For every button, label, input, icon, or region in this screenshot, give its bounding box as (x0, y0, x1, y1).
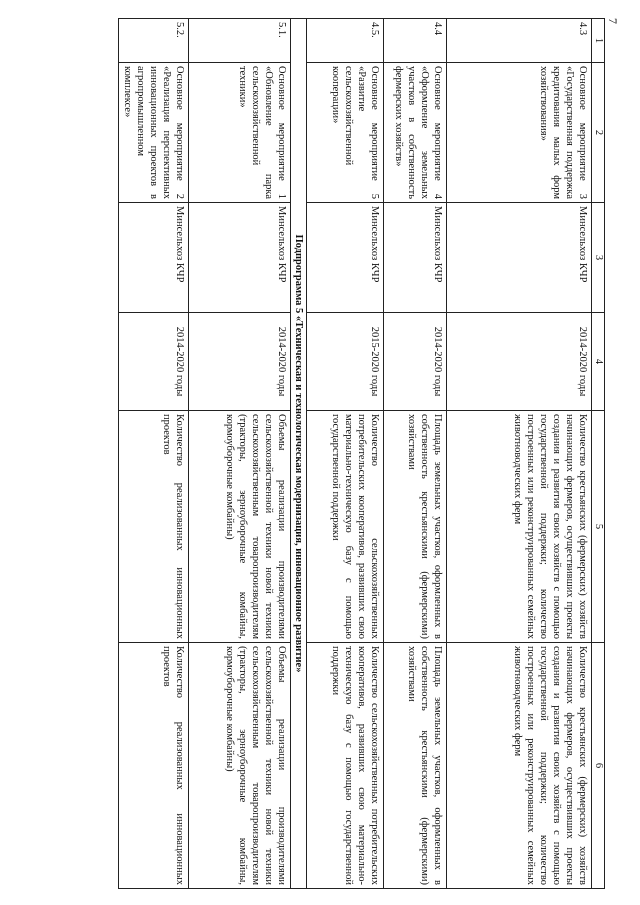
measure-name: Основное мероприятие 3 «Государственная поддержка кредитования малых форм хозяйствования» (447, 63, 592, 203)
indicator-col6: Количество крестьянских (фермерских) хозяйств начинающих фермеров, осуществивших проекты создания и развития своих хозяйств с помощью государственной поддержки; количество построенных или реконструированных семейных животноводческих ферм (447, 643, 592, 889)
page-number: 7 (606, 18, 620, 24)
indicator-col6: Количество реализованных инновационных проектов (119, 643, 189, 889)
executor: Минсельхоз КЧР (384, 203, 447, 313)
period: 2015-2020 годы (307, 313, 384, 411)
measure-name: Основное мероприятие 5 «Развитие сельскохозяйственной кооперации» (307, 63, 384, 203)
row-number: 5.2. (119, 19, 189, 63)
table-row (447, 19, 592, 889)
program-measures-table (118, 18, 605, 889)
indicator-col6: Объемы реализации производителями сельскохозяйственной техники новой техники сельскохозяйственным товаропроизводителям (тракторы, зерноуборочные комбайны, кормоуборочные комбайны) (189, 643, 291, 889)
measure-name: Основное мероприятие 4 «Оформление земельных участков в собственность фермерских хозяйств» (384, 63, 447, 203)
table-row (307, 19, 384, 889)
column-header: 5 (592, 411, 605, 643)
table-header-row (592, 19, 605, 889)
table-row (384, 19, 447, 889)
executor: Минсельхоз КЧР (307, 203, 384, 313)
column-header: 2 (592, 63, 605, 203)
period: 2014-2020 годы (189, 313, 291, 411)
column-header: 6 (592, 643, 605, 889)
period: 2014-2020 годы (384, 313, 447, 411)
executor: Минсельхоз КЧР (447, 203, 592, 313)
row-number: 4.3 (447, 19, 592, 63)
indicator-col5: Площадь земельных участков, оформленных в собственность крестьянскими (фермерскими) хозяйствами (384, 411, 447, 643)
executor: Минсельхоз КЧР (119, 203, 189, 313)
measure-name: Основное мероприятие 1 «Обновление парка сельскохозяйственной техники» (189, 63, 291, 203)
row-number: 4.5. (307, 19, 384, 63)
period: 2014-2020 годы (119, 313, 189, 411)
table-row (189, 19, 291, 889)
column-header: 3 (592, 203, 605, 313)
rotated-page (49, 18, 605, 888)
column-header: 1 (592, 19, 605, 63)
period: 2014-2020 годы (447, 313, 592, 411)
subprogram-title: Подпрограмма 5 «Техническая и технологическая модернизация, инновационное развитие» (291, 19, 307, 889)
indicator-col6: Площадь земельных участков, оформленных в собственность крестьянскими (фермерскими) хозяйствами (384, 643, 447, 889)
subprogram-row (291, 19, 307, 889)
row-number: 5.1. (189, 19, 291, 63)
table-row (119, 19, 189, 889)
column-header: 4 (592, 313, 605, 411)
indicator-col5: Объемы реализации производителями сельскохозяйственной техники новой техники сельскохозяйственным товаропроизводителям (тракторы, зерноуборочные комбайны, кормоуборочные комбайны) (189, 411, 291, 643)
indicator-col5: Количество сельскохозяйственных потребительских кооперативов, развивших свою материально-техническую базу с помощью государственной поддержки (307, 411, 384, 643)
indicator-col5: Количество крестьянских (фермерских) хозяйств начинающих фермеров, осуществивших проекты создания и развития своих хозяйств с помощью государственной поддержки; количество построенных или реконструированных семейных животноводческих ферм (447, 411, 592, 643)
row-number: 4.4 (384, 19, 447, 63)
indicator-col6: Количество сельскохозяйственных потребительских кооперативов, развивших свою материально-техническую базу с помощью государственной поддержки (307, 643, 384, 889)
executor: Минсельхоз КЧР (189, 203, 291, 313)
indicator-col5: Количество реализованных инновационных проектов (119, 411, 189, 643)
measure-name: Основное мероприятие 2 «Реализация перспективных инновационных проектов в агропромышленном комплексе» (119, 63, 189, 203)
